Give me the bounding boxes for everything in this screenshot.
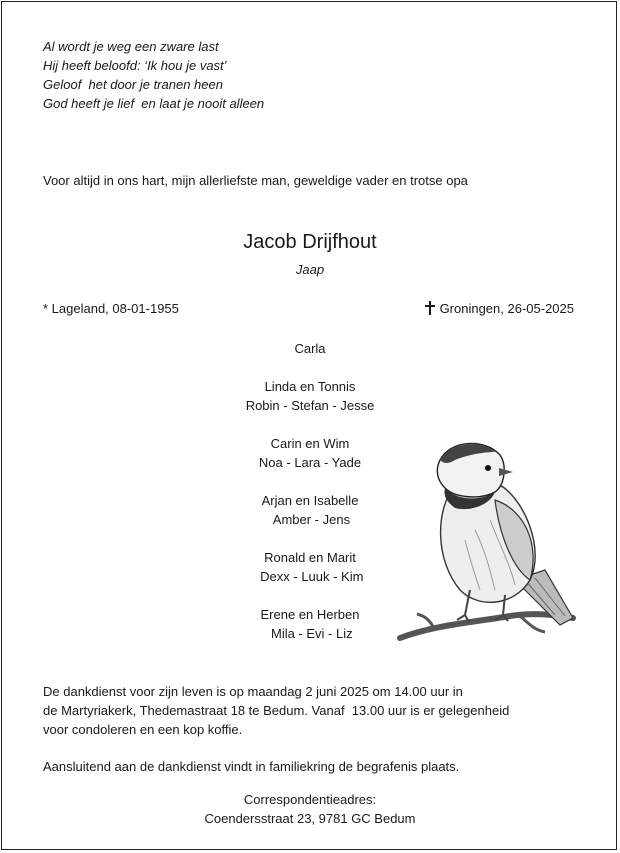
- deceased-nickname: Jaap: [295, 262, 325, 277]
- poem-line: Al wordt je weg een zware last: [43, 39, 219, 54]
- correspondence: [0, 790, 620, 828]
- family-line: Arjan en Isabelle: [261, 493, 359, 508]
- cross-icon: [425, 301, 435, 315]
- service-text: [43, 682, 583, 739]
- family-line: Robin - Stefan - Jesse: [245, 398, 375, 413]
- family-group: [160, 377, 460, 415]
- family-group: [160, 339, 460, 358]
- poem-line: God heeft je lief en laat je nooit alleen: [43, 96, 265, 111]
- family-line: Linda en Tonnis: [264, 379, 356, 394]
- family-line: Erene en Herben: [260, 607, 360, 622]
- deceased-name: Jacob Drijfhout: [243, 231, 377, 253]
- correspondence-label: Correspondentieadres:: [243, 792, 377, 807]
- service-line: De dankdienst voor zijn leven is op maandag 2 juni 2025 om 14.00 uur in: [43, 684, 463, 699]
- family-line: Amber - Jens: [269, 512, 351, 527]
- family-line: Noa - Lara - Yade: [258, 455, 362, 470]
- service-line: de Martyriakerk, Thedemastraat 18 te Bedum. Vanaf 13.00 uur is er gelegenheid: [43, 703, 510, 718]
- correspondence-address: Coendersstraat 23, 9781 GC Bedum: [204, 811, 416, 826]
- poem: [43, 37, 264, 113]
- intro-text: Voor altijd in ons hart, mijn allerliefste man, geweldige vader en trotse opa: [43, 173, 468, 188]
- family-line: Carla: [294, 341, 326, 356]
- service-line: voor condoleren en een kop koffie.: [43, 722, 243, 737]
- bird-icon: [395, 430, 590, 650]
- birth-info: * Lageland, 08-01-1955: [43, 301, 179, 316]
- family-line: Carin en Wim: [270, 436, 350, 451]
- family-line: Dexx - Luuk - Kim: [256, 569, 364, 584]
- poem-line: Geloof het door je tranen heen: [43, 77, 223, 92]
- family-line: Mila - Evi - Liz: [267, 626, 353, 641]
- death-text: Groningen, 26-05-2025: [439, 301, 574, 316]
- family-line: Ronald en Marit: [264, 550, 356, 565]
- death-info: [425, 301, 574, 316]
- poem-line: Hij heeft beloofd: ‘Ik hou je vast’: [43, 58, 227, 73]
- burial-text: Aansluitend aan de dankdienst vindt in familiekring de begrafenis plaats.: [43, 759, 460, 774]
